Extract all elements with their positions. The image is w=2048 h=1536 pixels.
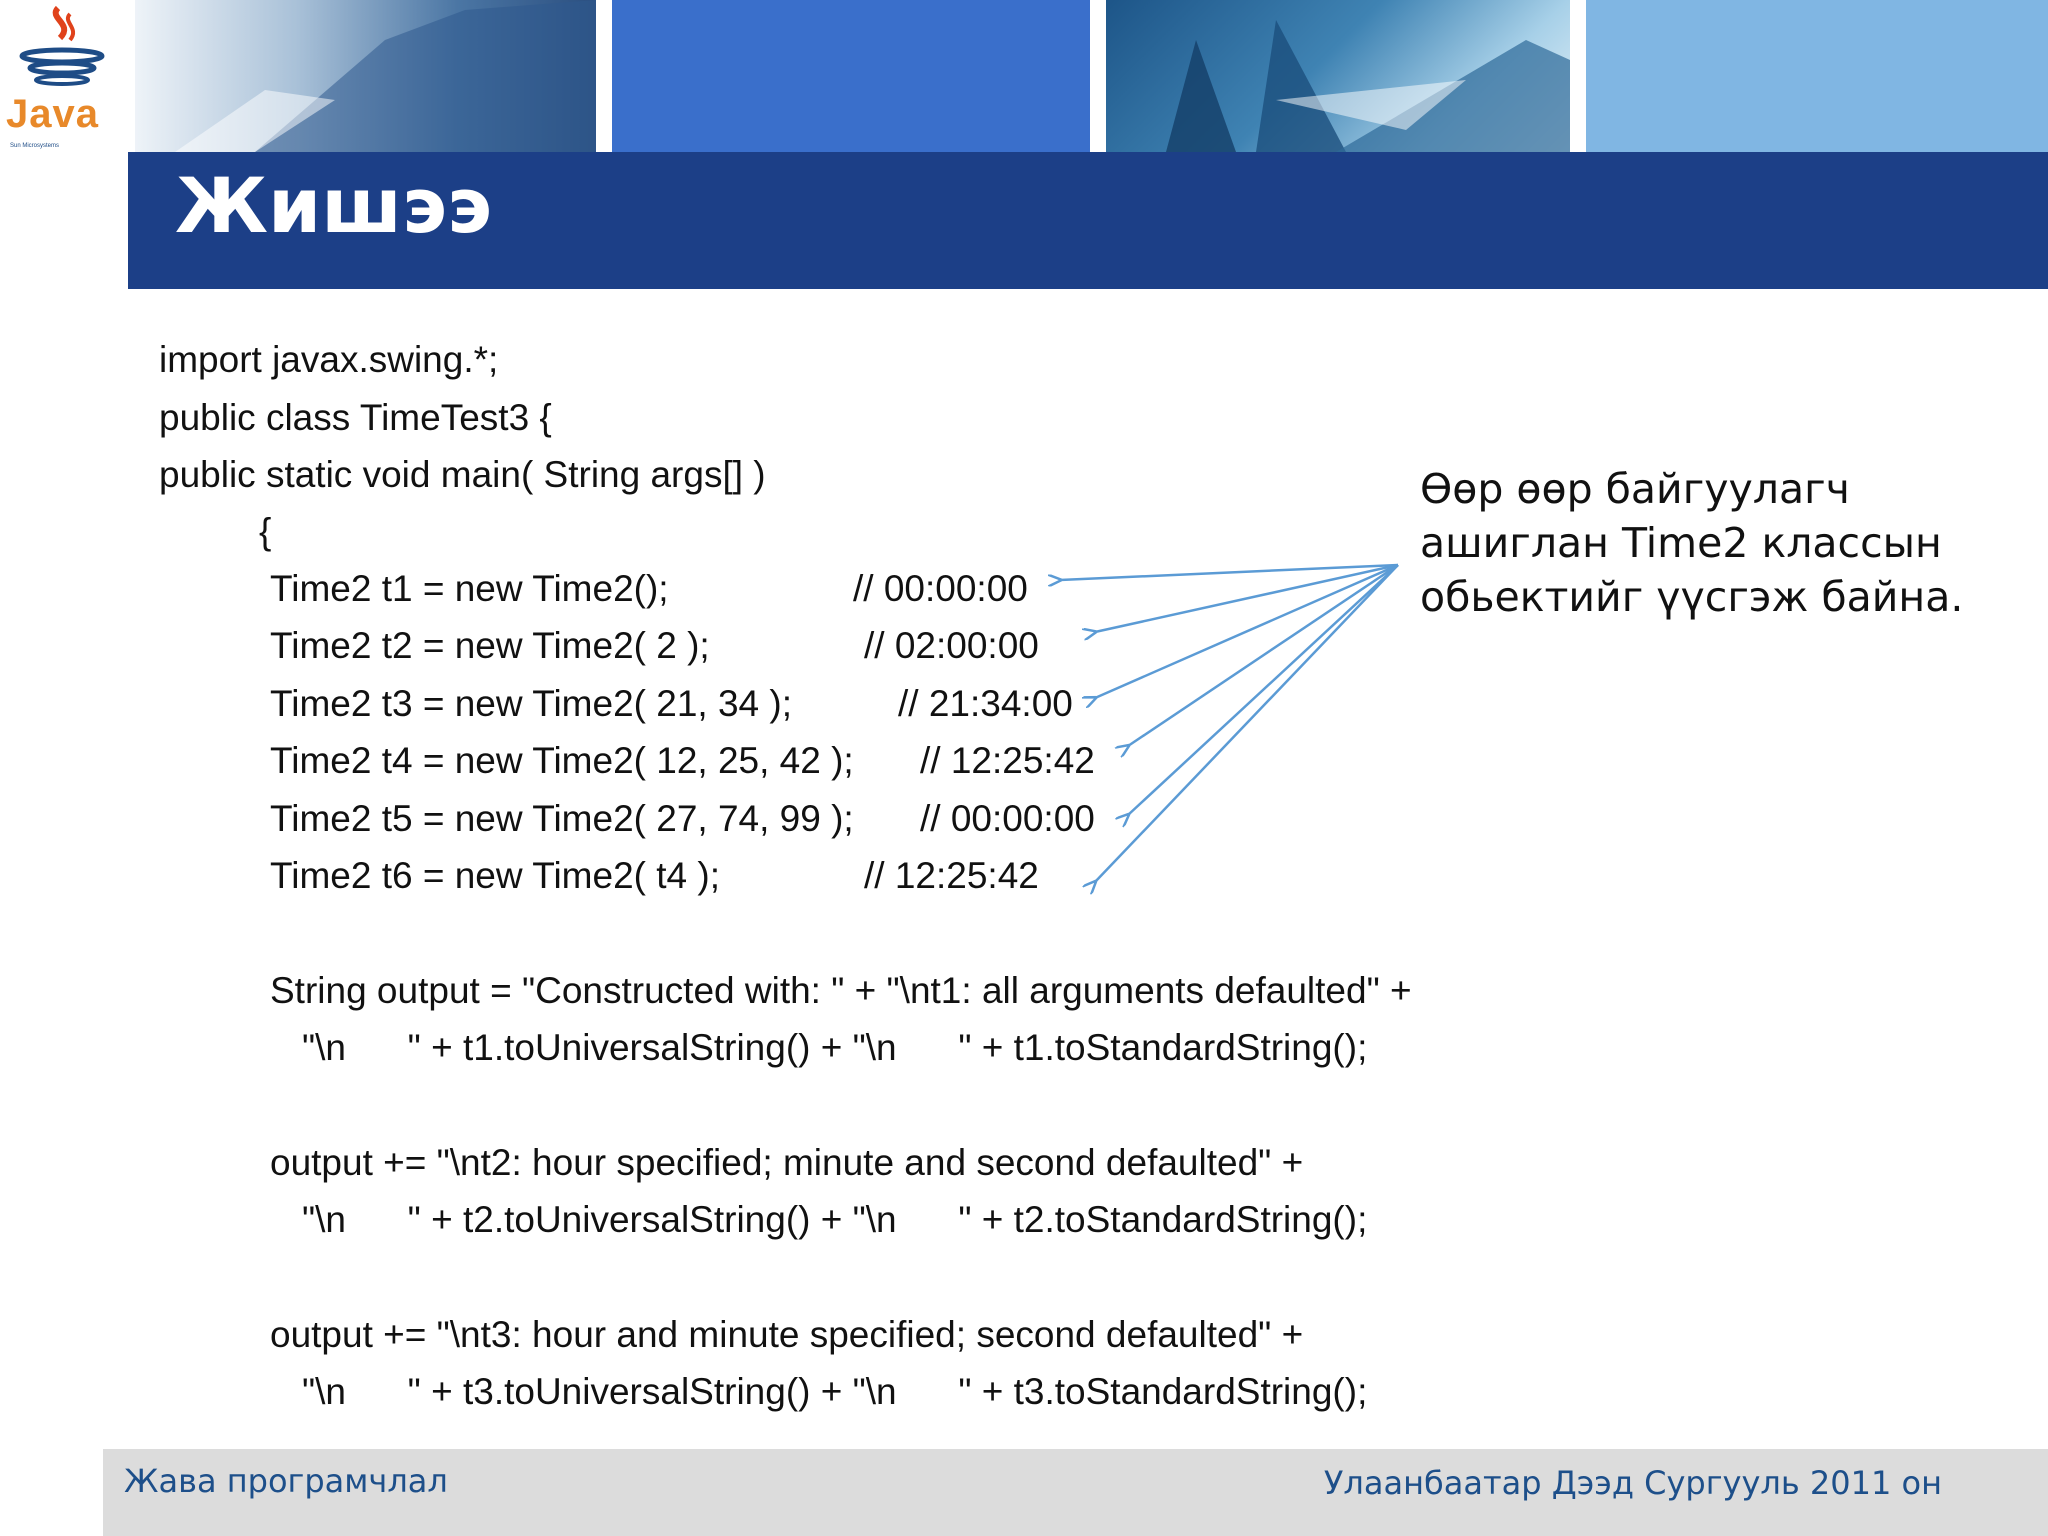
code-line-t2: Time2 t2 = new Time2( 2 ); bbox=[270, 625, 710, 666]
arrow-to-t1 bbox=[1060, 565, 1398, 580]
code-line-class: public class TimeTest3 { bbox=[159, 397, 552, 438]
code-line-t3: Time2 t3 = new Time2( 21, 34 ); bbox=[270, 683, 792, 724]
footer-course-name: Жава програмчлал bbox=[124, 1462, 448, 1500]
java-logo-subtext: Sun Microsystems bbox=[10, 143, 60, 149]
arrow-to-t6 bbox=[1095, 565, 1398, 882]
code-comment-t6: // 12:25:42 bbox=[864, 855, 1039, 896]
slide-title: Жишээ bbox=[175, 161, 493, 250]
code-line-t4: Time2 t4 = new Time2( 12, 25, 42 ); bbox=[270, 740, 854, 781]
arrow-to-t3 bbox=[1095, 565, 1398, 698]
code-line-output3-cont: "\n " + t3.toUniversalString() + "\n " + t3.toStandardString(); bbox=[302, 1371, 1368, 1412]
arrow-to-t5 bbox=[1128, 565, 1398, 815]
code-line-output1-cont: "\n " + t1.toUniversalString() + "\n " + t1.toStandardString(); bbox=[302, 1027, 1368, 1068]
java-logo-text: Java bbox=[6, 92, 99, 136]
code-line-t5: Time2 t5 = new Time2( 27, 74, 99 ); bbox=[270, 798, 854, 839]
code-line-output2: output += "\nt2: hour specified; minute and second defaulted" + bbox=[270, 1142, 1304, 1183]
code-line-t6: Time2 t6 = new Time2( t4 ); bbox=[270, 855, 720, 896]
code-comment-t5: // 00:00:00 bbox=[920, 798, 1095, 839]
code-line-brace: { bbox=[259, 511, 272, 552]
footer-institution: Улаанбаатар Дээд Сургууль 2011 он bbox=[1323, 1464, 1942, 1502]
code-comment-t4: // 12:25:42 bbox=[920, 740, 1095, 781]
code-line-output2-cont: "\n " + t2.toUniversalString() + "\n " + t2.toStandardString(); bbox=[302, 1199, 1368, 1240]
annotation-line: ашиглан Time2 классын bbox=[1420, 519, 1942, 567]
code-line-import: import javax.swing.*; bbox=[159, 339, 499, 380]
annotation-line: обьектийг үүсгэж байна. bbox=[1420, 573, 1964, 621]
annotation-line: Өөр өөр байгуулагч bbox=[1420, 465, 1850, 513]
code-line-output3: output += "\nt3: hour and minute specified; second defaulted" + bbox=[270, 1314, 1304, 1355]
code-comment-t2: // 02:00:00 bbox=[864, 625, 1039, 666]
code-line-main: public static void main( String args[] ) bbox=[159, 454, 766, 495]
code-line-output1: String output = "Constructed with: " + "\nt1: all arguments defaulted" + bbox=[270, 970, 1412, 1011]
arrow-to-t2 bbox=[1095, 565, 1398, 632]
code-comment-t3: // 21:34:00 bbox=[898, 683, 1073, 724]
code-comment-t1: // 00:00:00 bbox=[853, 568, 1028, 609]
code-line-t1: Time2 t1 = new Time2(); bbox=[270, 568, 669, 609]
arrow-to-t4 bbox=[1128, 565, 1398, 746]
